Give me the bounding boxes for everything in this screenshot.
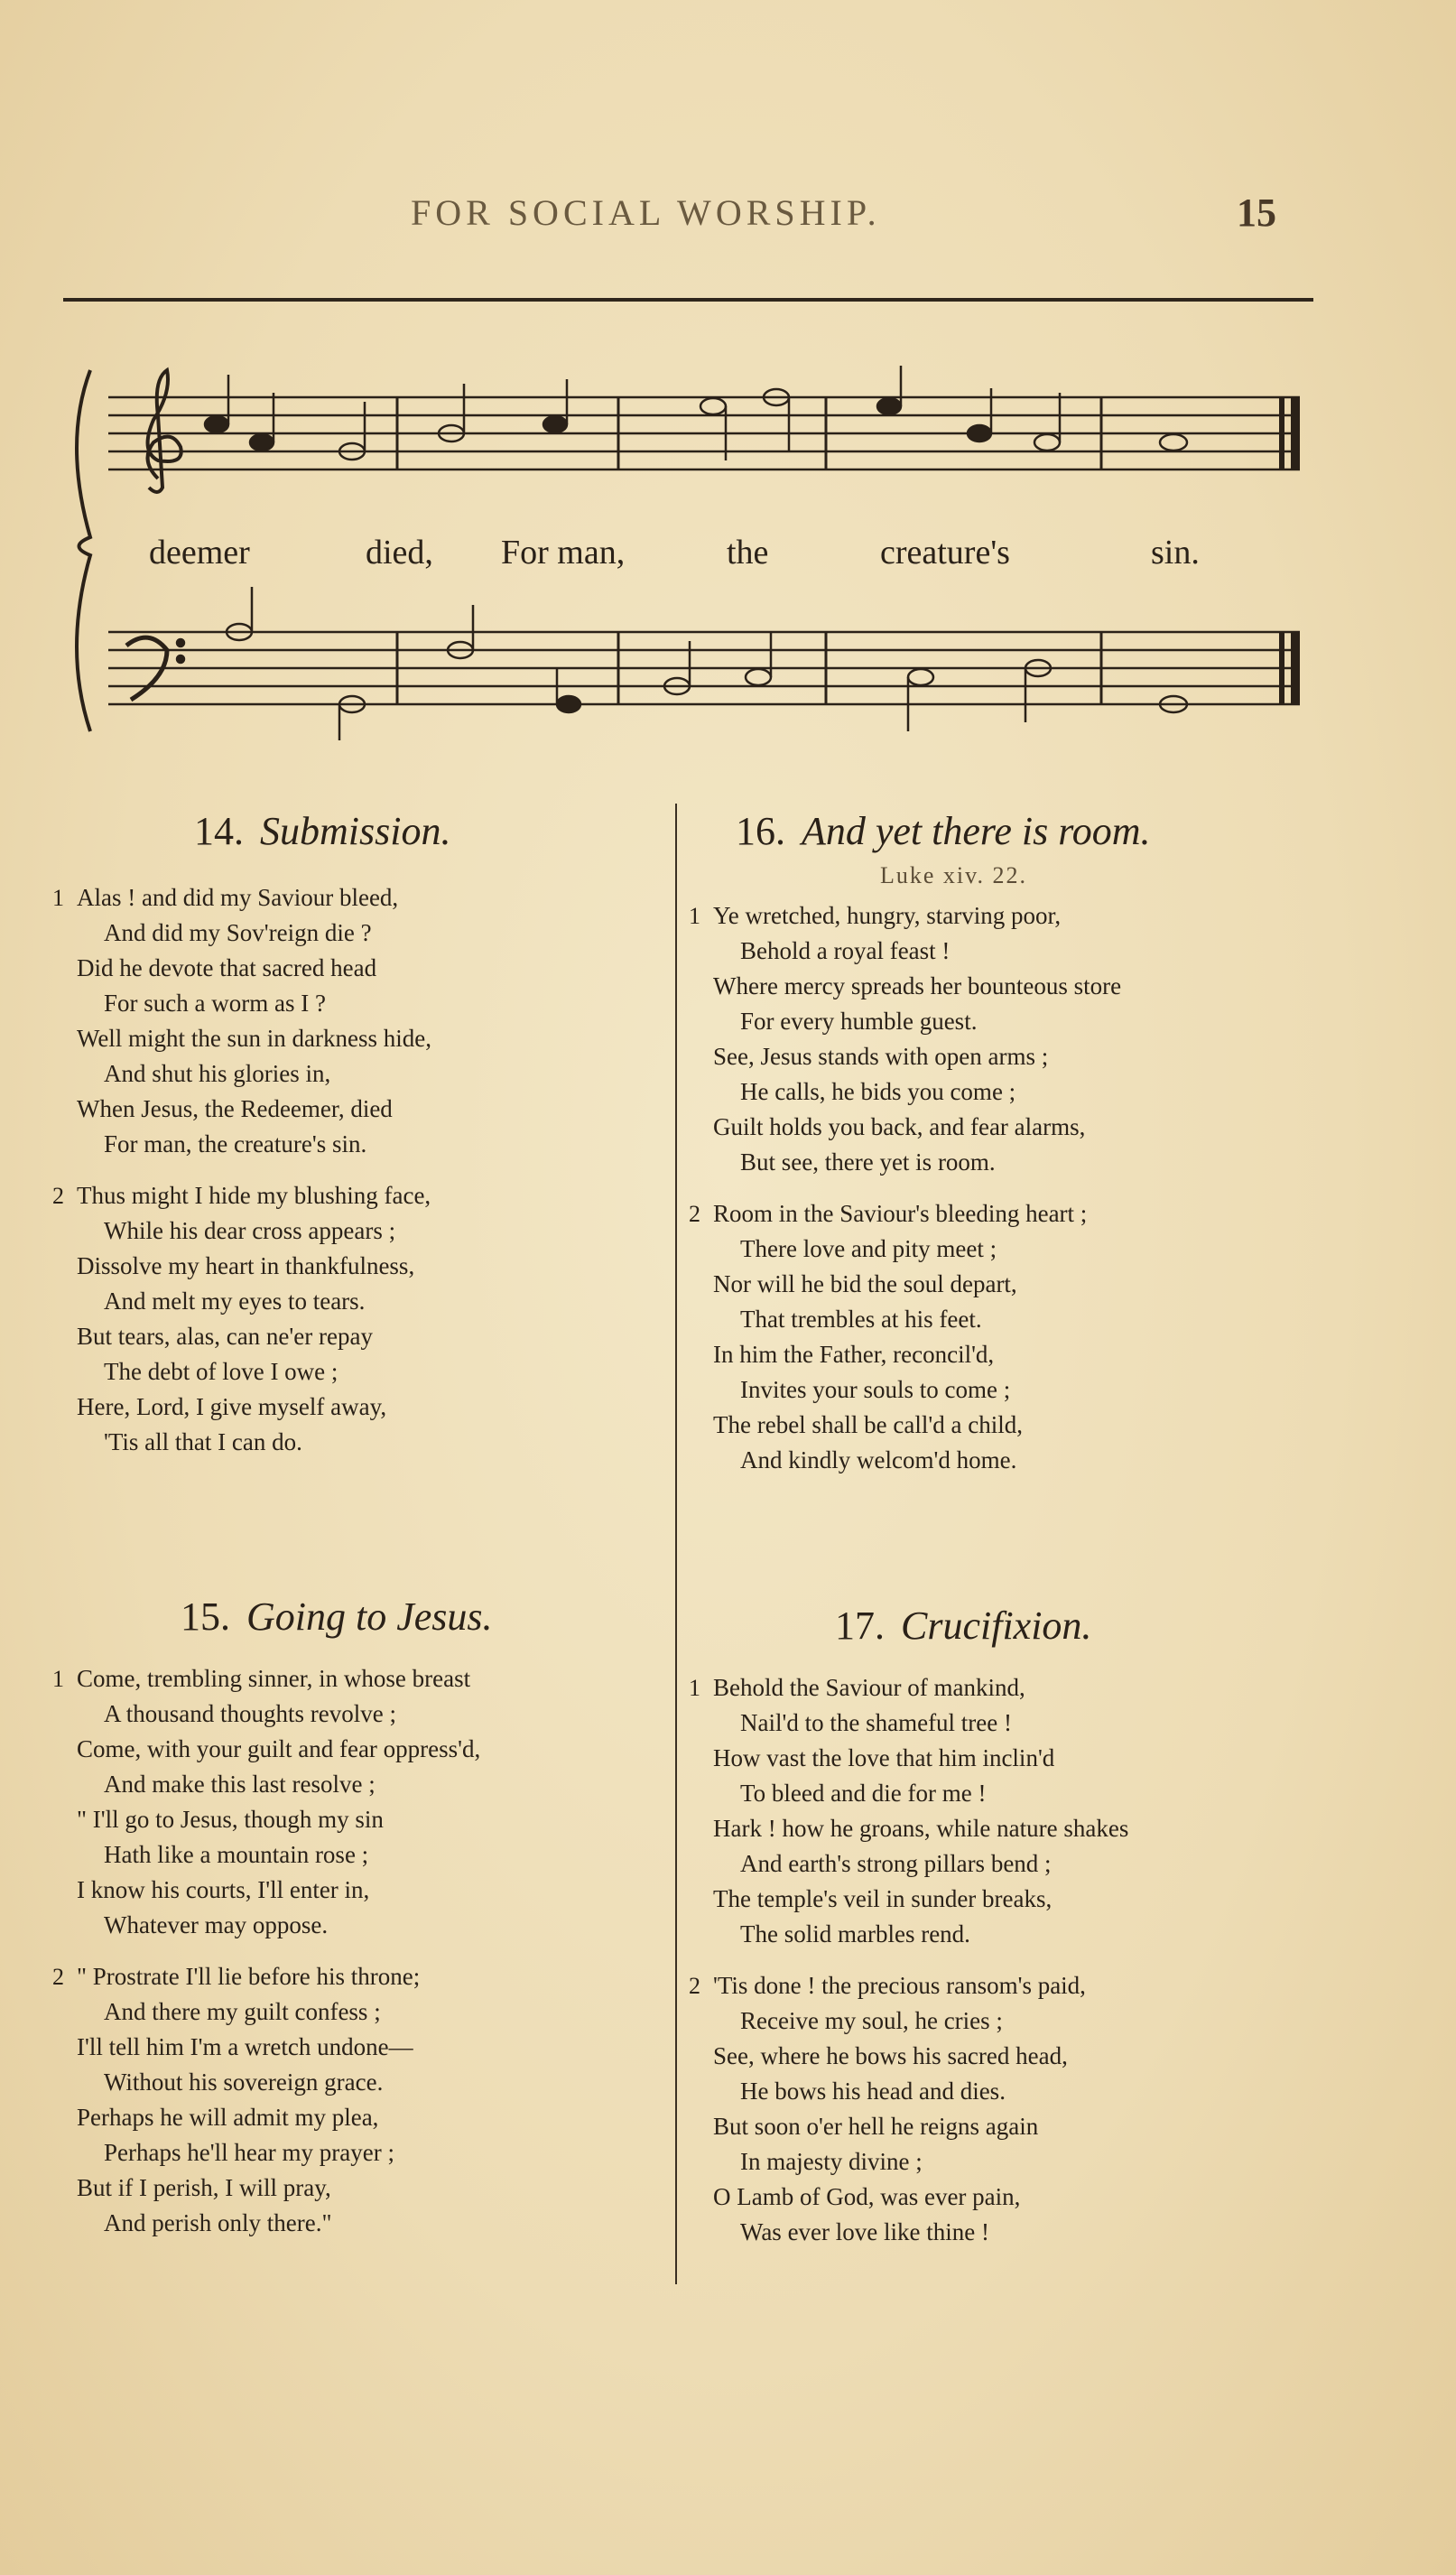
verse-line: Alas ! and did my Saviour bleed, <box>77 884 399 911</box>
verse-line: 'Tis all that I can do. <box>104 1428 302 1455</box>
lyric-syllable: For man, <box>501 534 626 572</box>
verse <box>52 880 432 1162</box>
verse-line: The temple's veil in sunder breaks, <box>713 1885 1053 1912</box>
verse-line: Hark ! how he groans, while nature shakes <box>713 1815 1129 1842</box>
verse-line: Come, with your guilt and fear oppress'd, <box>77 1735 481 1762</box>
verse <box>689 1196 1088 1478</box>
hymn-title <box>194 808 450 854</box>
hymn-number: 15. <box>181 1594 230 1639</box>
header-rule <box>63 298 1313 302</box>
lyric-syllable: died, <box>366 534 433 572</box>
verse-line: Hath like a mountain rose ; <box>104 1841 369 1868</box>
verse-line: And kindly welcom'd home. <box>740 1446 1017 1473</box>
verse-number: 1 <box>689 903 700 929</box>
verse-line: And make this last resolve ; <box>104 1771 376 1798</box>
verse-line: That trembles at his feet. <box>740 1306 982 1333</box>
verse-line: The rebel shall be call'd a child, <box>713 1411 1023 1438</box>
verse-line: While his dear cross appears ; <box>104 1217 396 1244</box>
verse-line: " I'll go to Jesus, though my sin <box>77 1806 384 1833</box>
verse-line: And shut his glories in, <box>104 1060 331 1087</box>
verse-line: How vast the love that him inclin'd <box>713 1744 1055 1771</box>
verse-line: Guilt holds you back, and fear alarms, <box>713 1113 1086 1140</box>
verse-number: 2 <box>689 1973 700 1999</box>
verse-line: For every humble guest. <box>740 1008 978 1035</box>
verse-line: 'Tis done ! the precious ransom's paid, <box>713 1972 1086 1999</box>
verse-line: And melt my eyes to tears. <box>104 1288 366 1315</box>
verse-line: When Jesus, the Redeemer, died <box>77 1095 393 1122</box>
treble-notes <box>205 366 1187 460</box>
verse-line: Without his sovereign grace. <box>104 2068 384 2096</box>
verse-line: The debt of love I owe ; <box>104 1358 338 1385</box>
verse-line: Nor will he bid the soul depart, <box>713 1270 1017 1297</box>
verse-line: See, where he bows his sacred head, <box>713 2042 1068 2069</box>
verse-number: 1 <box>689 1675 700 1701</box>
verse-line: Behold the Saviour of mankind, <box>713 1674 1025 1701</box>
verse-line: " Prostrate I'll lie before his throne; <box>77 1963 421 1990</box>
verse-line: But soon o'er hell he reigns again <box>713 2113 1039 2140</box>
verse-line: I'll tell him I'm a wretch undone— <box>77 2033 413 2060</box>
treble-staff <box>108 397 1300 469</box>
verse-line: Did he devote that sacred head <box>77 954 377 981</box>
running-title: FOR SOCIAL WORSHIP. <box>411 192 881 233</box>
column-divider <box>675 804 677 2284</box>
hymn-title-text: Submission. <box>260 809 451 853</box>
verse-line: But see, there yet is room. <box>740 1148 996 1176</box>
verse-line: For man, the creature's sin. <box>104 1130 367 1157</box>
verse <box>52 1959 421 2241</box>
verse-line: Behold a royal feast ! <box>740 937 951 964</box>
lyric-syllable: sin. <box>1151 534 1200 572</box>
verse-line: Was ever love like thine ! <box>740 2218 989 2245</box>
verse-line: To bleed and die for me ! <box>740 1780 987 1807</box>
verse-line: In him the Father, reconcil'd, <box>713 1341 995 1368</box>
verse-line: Here, Lord, I give myself away, <box>77 1393 387 1420</box>
lyric-syllable: creature's <box>880 534 1010 572</box>
hymn-title-text: Crucifixion. <box>901 1604 1092 1648</box>
hymn-title-text: And yet there is room. <box>802 809 1151 853</box>
verse-line: Nail'd to the shameful tree ! <box>740 1709 1013 1736</box>
system-brace <box>77 370 90 731</box>
lyric-syllable: the <box>727 534 769 572</box>
verse-line: He calls, he bids you come ; <box>740 1078 1016 1105</box>
verse-line: The solid marbles rend. <box>740 1920 970 1948</box>
verse <box>689 1670 1129 1952</box>
hymn-number: 14. <box>194 809 244 853</box>
verse-line: Come, trembling sinner, in whose breast <box>77 1665 471 1692</box>
verse-line: But tears, alas, can ne'er repay <box>77 1323 373 1350</box>
treble-clef <box>148 370 181 492</box>
hymn-number: 17. <box>835 1604 885 1648</box>
verse-number: 2 <box>52 1964 64 1990</box>
verse-line: Ye wretched, hungry, starving poor, <box>713 902 1062 929</box>
verse-line: I know his courts, I'll enter in, <box>77 1876 370 1903</box>
verse-line: Dissolve my heart in thankfulness, <box>77 1252 415 1279</box>
verse <box>689 1968 1086 2250</box>
hymn-number: 16. <box>736 809 785 853</box>
verse-number: 2 <box>52 1183 64 1209</box>
verse-line: Perhaps he'll hear my prayer ; <box>104 2139 394 2166</box>
verse-line: Well might the sun in darkness hide, <box>77 1025 432 1052</box>
bass-notes <box>227 587 1187 740</box>
lyric-syllable: deemer <box>149 534 250 572</box>
verse-line: A thousand thoughts revolve ; <box>104 1700 396 1727</box>
verse-line: Whatever may oppose. <box>104 1911 329 1938</box>
verse-line: He bows his head and dies. <box>740 2078 1006 2105</box>
verse-number: 1 <box>52 885 64 911</box>
verse-line: For such a worm as I ? <box>104 990 326 1017</box>
verse-line: And perish only there." <box>104 2209 332 2236</box>
verse-line: But if I perish, I will pray, <box>77 2174 331 2201</box>
verse-line: Room in the Saviour's bleeding heart ; <box>713 1200 1088 1227</box>
verse-line: And there my guilt confess ; <box>104 1998 381 2025</box>
verse-line: And did my Sov'reign die ? <box>104 919 372 946</box>
verse-line: Invites your souls to come ; <box>740 1376 1011 1403</box>
page-number: 15 <box>1237 191 1276 235</box>
verse-line: O Lamb of God, was ever pain, <box>713 2183 1021 2210</box>
hymn-title <box>835 1603 1091 1649</box>
verse <box>689 898 1122 1180</box>
verse-line: Receive my soul, he cries ; <box>740 2007 1003 2034</box>
verse-line: See, Jesus stands with open arms ; <box>713 1043 1049 1070</box>
bass-staff <box>108 632 1300 704</box>
verse <box>52 1178 431 1460</box>
verse <box>52 1661 481 1943</box>
hymn-title <box>736 808 1151 854</box>
hymn-title <box>181 1594 493 1640</box>
verse-line: Perhaps he will admit my plea, <box>77 2104 379 2131</box>
scripture-reference: Luke xiv. 22. <box>880 862 1027 888</box>
hymn-title-text: Going to Jesus. <box>246 1594 493 1639</box>
verse-line: There love and pity meet ; <box>740 1235 997 1262</box>
verse-line: Where mercy spreads her bounteous store <box>713 972 1122 999</box>
verse-line: And earth's strong pillars bend ; <box>740 1850 1052 1877</box>
verse-line: In majesty divine ; <box>740 2148 923 2175</box>
verse-line: Thus might I hide my blushing face, <box>77 1182 431 1209</box>
verse-number: 1 <box>52 1666 64 1692</box>
verse-number: 2 <box>689 1201 700 1227</box>
